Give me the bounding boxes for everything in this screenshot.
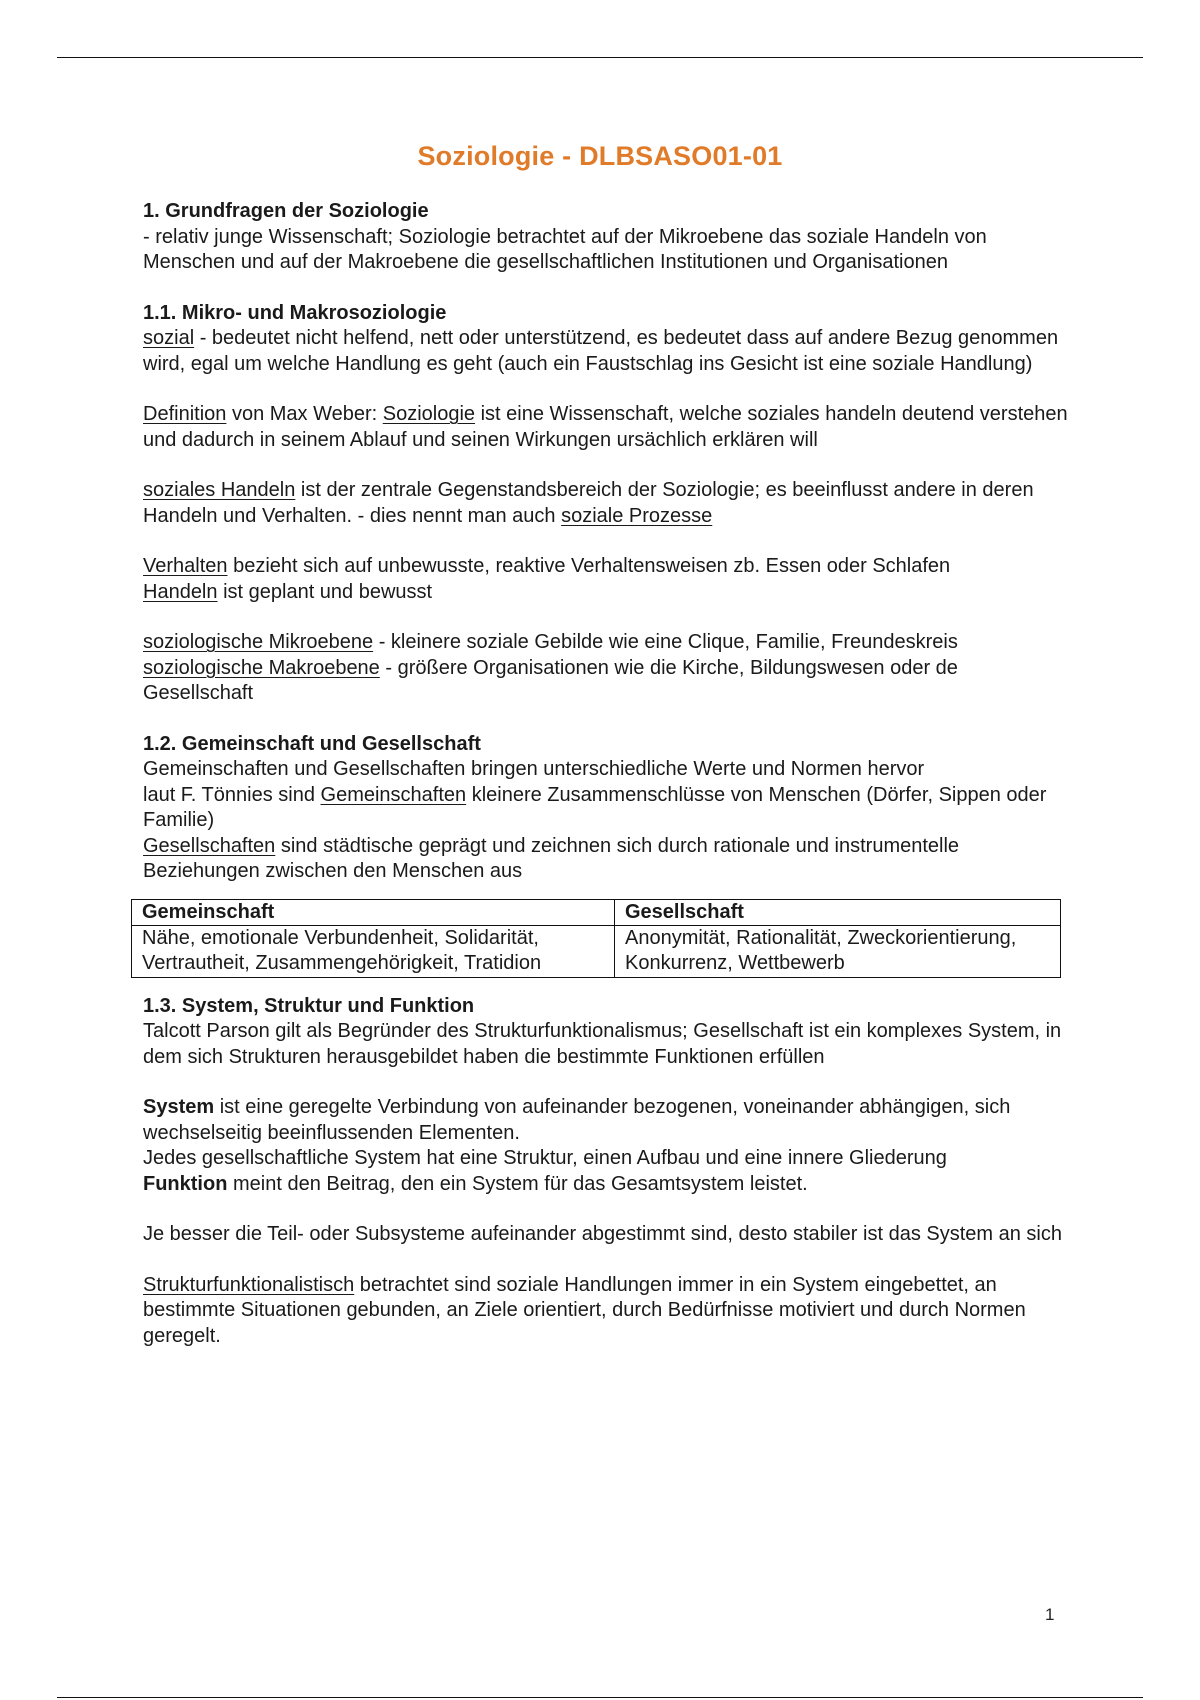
makroebene-line: soziologische Makroebene - größere Organisationen wie die Kirche, Bildungswesen oder de Gesellschaft [143, 656, 958, 704]
section-heading-1-3: 1.3. System, Struktur und Funktion [143, 994, 475, 1017]
strukturfunktionalistisch-paragraph: Strukturfunktionalistisch betrachtet sind soziale Handlungen immer in ein System eingebettet, an bestimmte Situationen gebunden, an Ziele orientiert, durch Bedürfnisse motiviert und durch Normen geregelt. [143, 1273, 1026, 1347]
struktur-line: Jedes gesellschaftliche System hat eine Struktur, einen Aufbau und eine innere Gliederung [143, 1147, 947, 1169]
parson-paragraph: Talcott Parson gilt als Begründer des Strukturfunktionalismus; Gesellschaft ist ein komplexes System, in dem sich Strukturen herausgebildet haben die bestimmte Funktionen erfüllen [143, 1020, 1062, 1068]
section-heading-1-2: 1.2. Gemeinschaft und Gesellschaft [143, 732, 481, 755]
section-heading-1-1: 1.1. Mikro- und Makrosoziologie [143, 301, 447, 324]
term-soziales-handeln: soziales Handeln [143, 479, 296, 501]
term-strukturfunktionalistisch: Strukturfunktionalistisch [143, 1273, 355, 1296]
verhalten-line: Verhalten bezieht sich auf unbewusste, reaktive Verhaltensweisen zb. Essen oder Schlafen [143, 555, 951, 577]
term-gemeinschaften: Gemeinschaften [320, 783, 467, 806]
term-mikroebene: soziologische Mikroebene [143, 631, 374, 653]
document-body [143, 199, 1073, 1349]
bottom-rule [57, 1697, 1143, 1698]
sozial-paragraph: sozial - bedeutet nicht helfend, nett oder unterstützend, es bedeutet dass auf andere Bezug genommen wird, egal um welche Handlung es geht (auch ein Faustschlag ins Gesicht ist eine soziale Handlung) [143, 327, 1059, 375]
table-header-gemeinschaft: Gemeinschaft [132, 899, 615, 925]
term-funktion: Funktion [143, 1172, 228, 1195]
top-rule [57, 57, 1143, 58]
table-cell-gemeinschaft: Nähe, emotionale Verbundenheit, Solidarität, Vertrautheit, Zusammengehörigkeit, Tratidion [132, 925, 615, 977]
stabilitaet-paragraph: Je besser die Teil- oder Subsysteme aufeinander abgestimmt sind, desto stabiler ist das System an sich [143, 1223, 1062, 1245]
document-title: Soziologie - DLBSASO01-01 [417, 141, 783, 171]
term-sozial: sozial [143, 327, 195, 349]
section-1-text: - relativ junge Wissenschaft; Soziologie betrachtet auf der Mikroebene das soziale Handeln von Menschen und auf der Makroebene die gesellschaftlichen Institutionen und Organisationen [143, 225, 987, 273]
definition-paragraph: Definition von Max Weber: Soziologie ist eine Wissenschaft, welche soziales handeln deutend verstehen und dadurch in seinem Ablauf und seinen Wirkungen ursächlich erklären will [143, 403, 1068, 451]
table-header-row [132, 899, 1061, 925]
funktion-line: Funktion meint den Beitrag, den ein System für das Gesamtsystem leistet. [143, 1172, 808, 1195]
term-handeln: Handeln [143, 580, 218, 603]
term-definition: Definition [143, 403, 227, 425]
table-header-gesellschaft: Gesellschaft [615, 899, 1061, 925]
section-heading-1: 1. Grundfragen der Soziologie [143, 200, 429, 222]
mikroebene-line: soziologische Mikroebene - kleinere soziale Gebilde wie eine Clique, Familie, Freundeskreis [143, 631, 958, 653]
werte-line: Gemeinschaften und Gesellschaften bringen unterschiedliche Werte und Normen hervor [143, 758, 925, 780]
page-number: 1 [1045, 1605, 1055, 1624]
system-paragraph: System ist eine geregelte Verbindung von aufeinander bezogenen, voneinander abhängigen, sich wechselseitig beeinflussenden Elementen. [143, 1096, 1011, 1144]
table-cell-gesellschaft: Anonymität, Rationalität, Zweckorientierung, Konkurrenz, Wettbewerb [615, 925, 1061, 977]
gemeinschaften-line: laut F. Tönnies sind Gemeinschaften kleinere Zusammenschlüsse von Menschen (Dörfer, Sippen oder Familie) [143, 783, 1047, 831]
table-row [132, 925, 1061, 977]
gesellschaften-line: Gesellschaften sind städtische geprägt und zeichnen sich durch rationale und instrumentelle Beziehungen zwischen den Menschen aus [143, 834, 960, 882]
term-makroebene: soziologische Makroebene [143, 656, 380, 679]
handeln-line: Handeln ist geplant und bewusst [143, 580, 433, 603]
term-gesellschaften: Gesellschaften [143, 834, 276, 857]
term-soziologie: Soziologie [382, 403, 476, 425]
term-verhalten: Verhalten [143, 555, 228, 577]
term-soziale-prozesse: soziale Prozesse [561, 504, 713, 527]
term-system: System [143, 1096, 215, 1118]
soziales-handeln-paragraph: soziales Handeln ist der zentrale Gegenstandsbereich der Soziologie; es beeinflusst andere in deren Handeln und Verhalten. - dies nennt man auch soziale Prozesse [143, 479, 1034, 527]
comparison-table [131, 899, 1061, 978]
